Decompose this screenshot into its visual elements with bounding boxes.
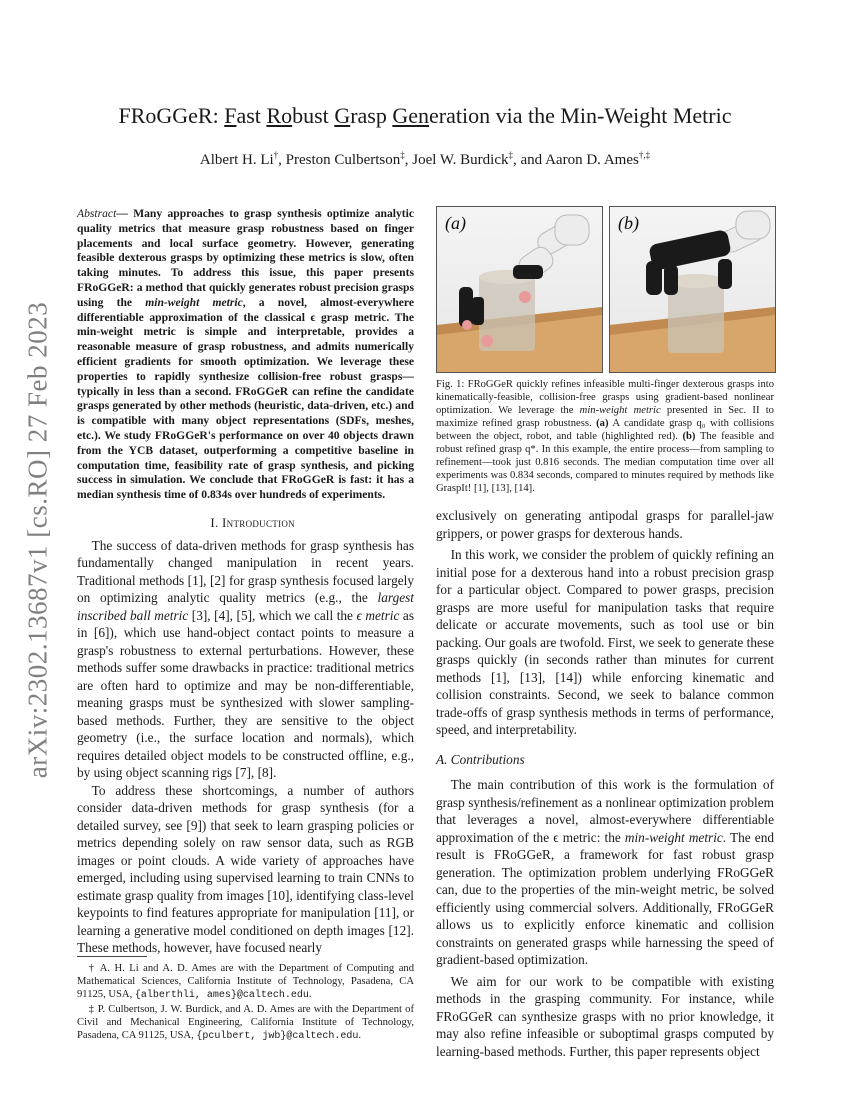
section-heading-introduction: I. Introduction <box>210 515 295 530</box>
abstract <box>77 207 414 503</box>
footnote-1 <box>77 962 414 1003</box>
robot-grasp-image-b <box>610 207 775 372</box>
footnote-2 <box>77 1003 414 1044</box>
abstract-emphasis: min-weight metric <box>145 295 243 309</box>
text: Fig. 1: FRoGGeR quickly refines infeasible multi-finger dexterous grasps into kinematically-feasible, collision-free grasps using gradient-based nonlinear optimization. We leverage the <box>436 379 774 416</box>
title-part: ast <box>236 103 267 128</box>
author-name: , Joel W. Burdick <box>404 152 509 168</box>
footnotes <box>77 962 414 1043</box>
title-underlined-letter: Gen <box>392 103 430 128</box>
left-column <box>77 514 414 957</box>
figure-caption <box>436 378 774 495</box>
paper-title <box>0 103 850 129</box>
title-underlined-letter: Ro <box>266 103 293 128</box>
arxiv-side-identifier <box>18 290 58 790</box>
abstract-text: Many approaches to grasp synthesis optimize analytic quality metrics that measure grasp robustness based on finger placements and local surface geometry. However, generating feasible dexterous grasps by optimizing these metrics is slow, often taking minutes. To address this issue, this paper presents FRoGGeR: a method that quickly generates robust precision grasps using the <box>77 207 414 309</box>
paragraph: In this work, we consider the problem of quickly refining an initial pose for a dexterous hand into a robust precision grasp for a particular object. Compared to power grasps, precision grasps are more useful for manipulation tasks that require delicate or accurate movements, such as tool use or bin packing. Our goals are twofold. First, we seek to generate these grasps quickly (in seconds rather than minutes for current methods [1], [13], [14]) while enforcing kinematic and collision constraints. Second, we seek to balance common trade-offs of grasp synthesis methods in terms of performance, speed, and interpretability. <box>436 547 774 737</box>
figure-panel-a <box>436 206 603 373</box>
panel-a-label: (a) <box>445 213 466 233</box>
emphasis: largest inscribed ball metric <box>77 590 414 623</box>
affiliation-mark: ‡ <box>508 150 513 160</box>
figure-panel-b <box>609 206 776 373</box>
title-part: via the Min-Weight Metric <box>490 103 732 128</box>
paragraph: To address these shortcomings, a number of authors consider data-driven methods for grasp synthesis (for a detailed survey, see [9]) that seek to learn grasping policies or metrics depending solely on raw sensor data, such as RGB images or point clouds. A wide variety of approaches have emerged, including using supervised learning to train CNNs to estimate grasp quality from images [10], identifying class-level keypoints to find features appropriate for manipulation [11], or learning a generative model conditioned on depth images [12]. These methods, however, have focused nearly <box>77 782 414 955</box>
email: {alberthli, ames}@caltech.edu <box>134 990 309 1002</box>
title-underlined-letter: F <box>224 103 237 128</box>
text: [3], [4], [5], which we call the <box>188 607 357 623</box>
panel-b-label: (b) <box>618 213 639 233</box>
robot-grasp-image-a <box>437 207 602 372</box>
text: The success of data-driven methods for grasp synthesis has fundamentally changed manipulation in recent years. Traditional methods [1], [2] for grasp synthesis focused largely on optimizing analytic quality metrics (e.g., the <box>77 537 414 605</box>
emphasis: min-weight metric <box>624 829 723 845</box>
title-part: FRoGGeR: <box>118 103 225 128</box>
title-underlined-letter: G <box>334 103 351 128</box>
affiliation-mark: ‡ <box>400 150 405 160</box>
emphasis: min-weight metric <box>579 405 661 416</box>
footnote-divider <box>77 956 147 957</box>
panel-reference: (a) <box>596 418 609 429</box>
author-name: , and Aaron D. Ames <box>513 152 639 168</box>
paragraph-continuation: exclusively on generating antipodal grasps for parallel-jaw grippers, or power grasps for dexterous hands. <box>436 508 774 541</box>
text: ‡ P. Culbertson, J. W. Burdick, and A. D. Ames are with the Department of Civil and Mechanical Engineering, California Institute of Technology, Pasadena, CA 91125, USA, <box>77 1003 414 1042</box>
affiliation-mark: † <box>273 150 279 160</box>
emphasis: ϵ metric <box>356 607 400 623</box>
arxiv-id-text: arXiv:2302.13687v1 [cs.RO] 27 Feb 2023 <box>22 301 53 779</box>
paragraph: We aim for our work to be compatible with existing methods in the grasping community. For instance, while FRoGGeR can synthesize grasps with no prior knowledge, it may also refine infeasible or suboptimal grasps computed by learning-based methods. Further, this paper represents object <box>436 973 774 1059</box>
text: as in [6]), which use hand-object contact points to measure a grasp's robustness to external perturbations. However, these methods suffer some drawbacks in practice: traditional metrics are often hard to optimize and may be non-differentiable, meaning grasps must be synthesized with slower sampling-based methods. Further, they are sensitive to the object geometry (i.e., the surface location and normals), which requires detailed object models to be constructed offline, e.g., by using object scanning rigs [7], [8]. <box>77 607 414 780</box>
email: {pculbert, jwb}@caltech.edu <box>196 1031 359 1043</box>
abstract-text: , a novel, almost-everywhere differentiable approximation of the classical ϵ grasp metric. The min-weight metric is simple and interpretable, provides a reasonable measure of grasp robustness, and admits numerically efficient gradients for smooth optimization. We leverage these properties to rapidly synthesize collision-free robust grasps—typically in less than a second. FRoGGeR can refine the candidate grasps generated by other methods (heuristic, data-driven, etc.) and is compatible with many object representations (SDFs, meshes, etc.). We study FRoGGeR's performance on over 40 objects drawn from the YCB dataset, outperforming a competitive baseline in computation time, feasibility rate of grasp synthesis, and picking success in simulation. We conclude that FRoGGeR is fast: it has a median synthesis time of 0.834s over hundreds of experiments. <box>77 295 415 502</box>
text: The main contribution of this work is the formulation of grasp synthesis/refinement as a nonlinear optimization problem that leverages a novel, almost-everywhere differentiable approximation of the ϵ metric: the <box>436 777 774 845</box>
abstract-dash: — <box>116 207 134 220</box>
title-part: rasp <box>350 103 393 128</box>
author-name: Albert H. Li <box>199 152 274 168</box>
text: A candidate grasp q₀ with collisions between the object, robot, and table (highlighted red). <box>436 418 775 442</box>
title-part: bust <box>292 103 335 128</box>
text: . <box>308 989 312 1001</box>
right-column <box>436 507 774 1060</box>
affiliation-mark: †,‡ <box>638 150 651 160</box>
panel-reference: (b) <box>682 431 696 442</box>
paragraph <box>77 537 414 782</box>
figure-1 <box>436 206 774 371</box>
author-list <box>0 152 850 169</box>
text: presented in Sec. II to maximize refined grasp robustness. <box>436 405 774 429</box>
author-name: , Preston Culbertson <box>278 152 401 168</box>
text: The feasible and robust refined grasp q*. In this example, the entire process—from sampling to refinement—took just 0.816 seconds. The median computation time over all experiments was 0.834 seconds, compared to minutes required by methods like GraspIt! [1], [13], [14]. <box>436 431 774 494</box>
title-part: eration <box>429 103 491 128</box>
text: . The end result is FRoGGeR, a framework for fast robust grasp generation. The optimization problem underlying FRoGGeR can, due to the properties of the min-weight metric, be solved efficiently using commercial solvers. Additionally, FRoGGeR allows us to explicitly enforce kinematic and collision constraints on generated grasps while harnessing the speed of gradient-based optimization. <box>436 829 774 967</box>
text: † A. H. Li and A. D. Ames are with the Department of Computing and Mathematical Sciences, California Institute of Technology, Pasadena, CA 91125, USA, <box>77 963 414 1001</box>
subsection-heading-contributions: A. Contributions <box>436 751 525 767</box>
text: . <box>358 1030 362 1042</box>
paragraph <box>436 776 774 969</box>
abstract-label: Abstract <box>77 207 117 220</box>
